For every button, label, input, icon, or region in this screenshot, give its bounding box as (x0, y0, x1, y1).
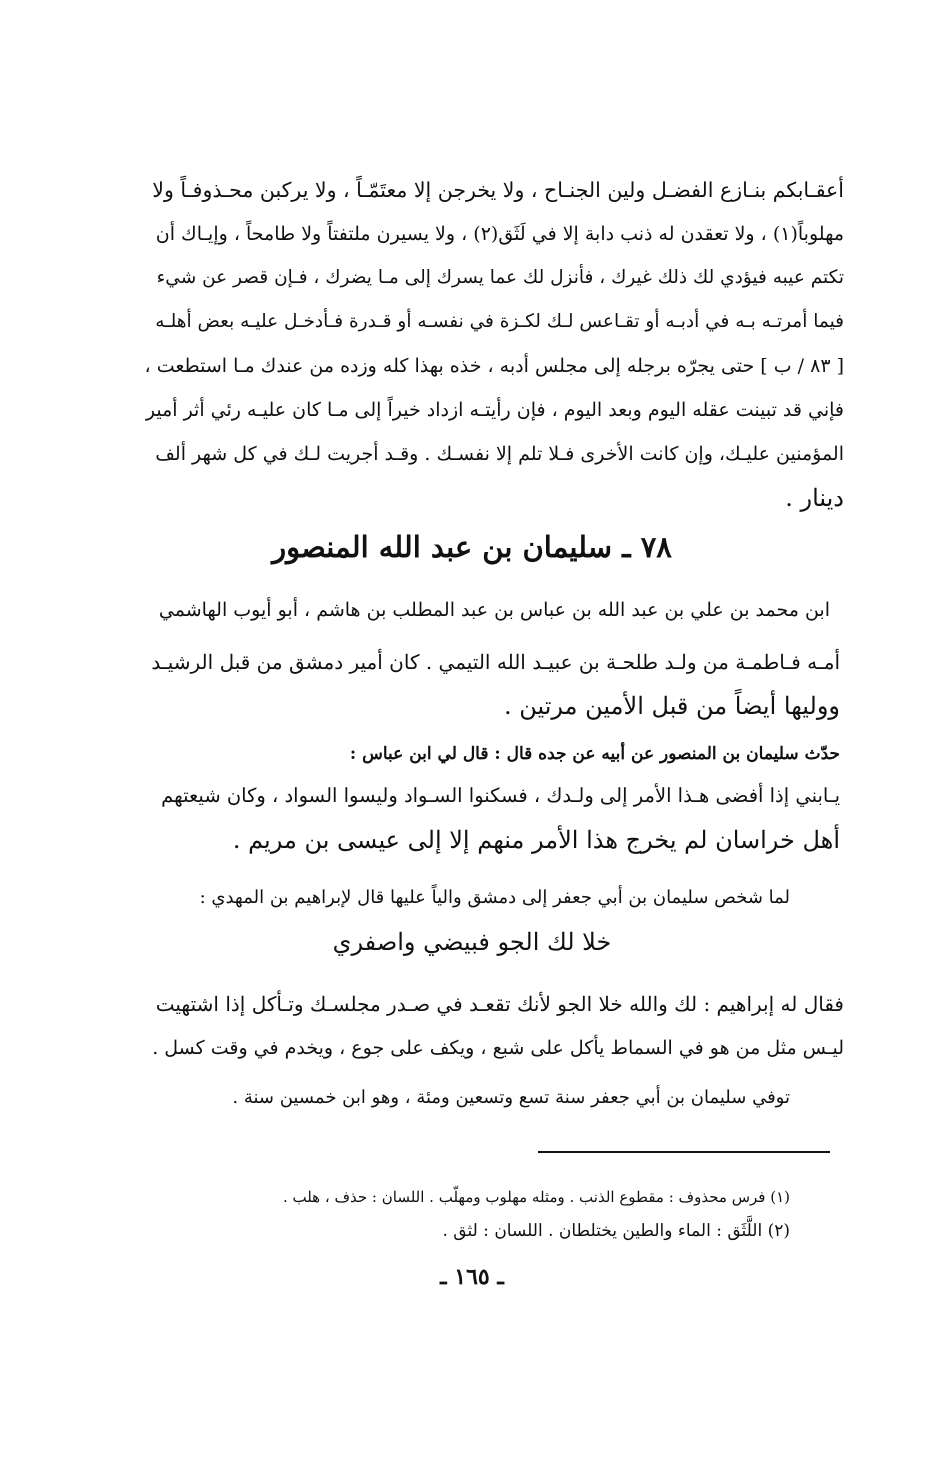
text-line: توفي سليمان بن أبي جعفر سنة تسع وتسعين ومئة ، وهو ابن خمسين سنة . (232, 1087, 790, 1108)
text-line: يـابني إذا أفضى هـذا الأمر إلى ولـدك ، فسكنوا السـواد وليسوا السواد ، وكان شيعتهم (161, 784, 840, 807)
text-line: دينار . (785, 484, 844, 512)
text-line: مهلوباً(١) ، ولا تعقدن له ذنب دابة إلا في لَثَق(٢) ، ولا يسيرن ملتفتاً ولا طامحاً ، وإيـاك أن (155, 223, 844, 245)
text-line: أهل خراسان لم يخرج هذا الأمر منهم إلا إلى عيسى بن مريم . (232, 826, 840, 854)
departure-paragraph (200, 876, 790, 920)
text-line: ابن محمد بن علي بن عبد الله بن عباس بن عبد المطلب بن هاشم ، أبو أيوب الهاشمي (158, 599, 830, 621)
section-heading: ٧٨ ـ سليمان بن عبد الله المنصور (272, 530, 672, 564)
text-line: فيما أمرتـه بـه في أدبـه أو تقـاعس لـك لكـزة في نفسـه أو قـدرة فـأدخـل عليـه بعض أهلـه (155, 311, 844, 332)
reply-paragraph (144, 982, 844, 1070)
footnotes (280, 1180, 790, 1248)
death-paragraph (230, 1076, 790, 1120)
footnote-1: (١) فرس محذوف : مقطوع الذنب . ومثله مهلوب ومهلّب . اللسان : حذف ، هلب . (282, 1188, 790, 1206)
lineage-paragraph (160, 588, 830, 632)
poetry-verse: خلا لك الجو فبيضي واصفري (332, 928, 612, 956)
text-line: أمـه فـاطمـة من ولـد طلحـة بن عبيـد الله التيمي . كان أمير دمشق من قبل الرشيـد (151, 650, 840, 674)
text-line: فإني قد تبينت عقله اليوم وبعد اليوم ، فإن رأيتـه ازداد خيراً إلى مـا كان عليـه رئي أثر أمير (145, 399, 844, 421)
page-number: ـ ١٦٥ ـ (440, 1264, 504, 1290)
text-line: فقال له إبراهيم : لك والله خلا الجو لأنك تقعـد في صـدر مجلسـك وتـأكل إذا اشتهيت (155, 992, 844, 1016)
top-paragraph (144, 168, 844, 520)
text-line: المؤمنين عليـك، وإن كانت الأخرى فـلا تلم إلا نفسـك . وقـد أجريت لـك في كل شهر ألف (155, 443, 844, 465)
text-line: تكتم عيبه فيؤدي لك ذلك غيرك ، فأنزل لك عما يسرك إلى مـا يضرك ، فـإن قصر عن شيء (156, 267, 844, 288)
mother-paragraph (150, 640, 840, 728)
text-line: أعقـابكم بنـازع الفضـل ولين الجنـاح ، ولا يخرجن إلا معتَمّـاً ، ولا يركبن محـذوفـاً ولا (152, 178, 844, 202)
text-line: ليـس مثل من هو في السماط يأكل على شبع ، ويكف على جوع ، ويخدم في وقت كسل . (152, 1037, 844, 1059)
footnote-separator (538, 1151, 830, 1153)
hadith-paragraph (150, 774, 840, 862)
text-line: ووليها أيضاً من قبل الأمين مرتين . (503, 692, 840, 720)
text-line: [ ٨٣ / ب ] حتى يجرّه برجله إلى مجلس أدبه ، خذه بهذا كله وزده من عندك مـا استطعت ، (144, 355, 844, 377)
hadith-intro: حدّث سليمان بن المنصور عن أبيه عن جده قال : قال لي ابن عباس : (349, 744, 840, 764)
text-line: لما شخص سليمان بن أبي جعفر إلى دمشق والياً عليها قال لإبراهيم بن المهدي : (199, 887, 790, 908)
footnote-2: (٢) اللَّثَق : الماء والطين يختلطان . اللسان : لثق . (442, 1221, 790, 1241)
